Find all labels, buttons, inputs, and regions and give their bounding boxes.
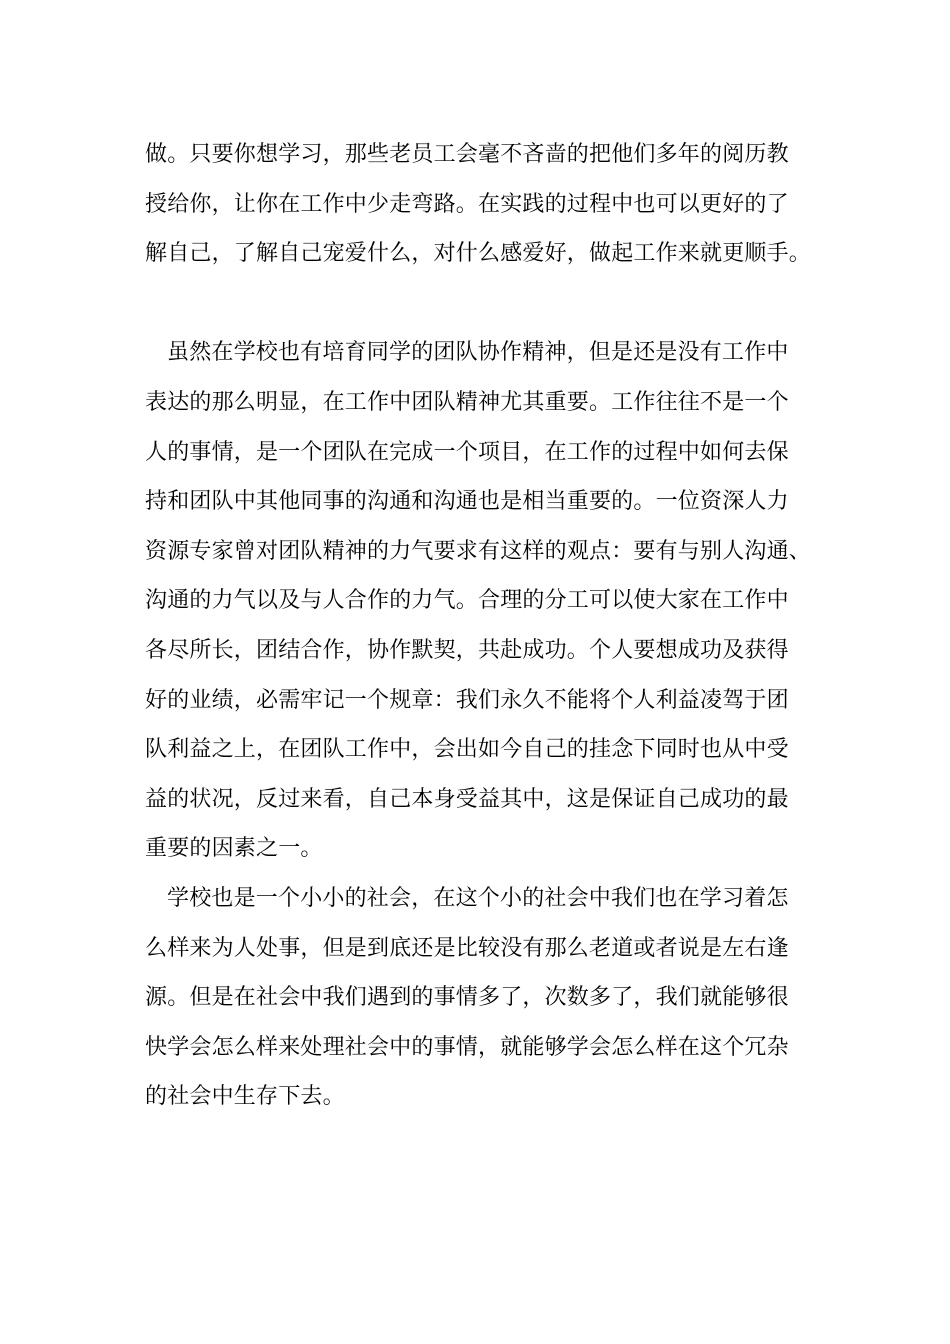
paragraph-1-line-1: 做。只要你想学习，那些老员工会毫不吝啬的把他们多年的阅历教 <box>145 142 789 167</box>
paragraph-2-line-9: 队利益之上，在团队工作中，会出如今自己的挂念下同时也从中受 <box>145 737 789 763</box>
paragraph-2-line-1: 虽然在学校也有培育同学的团队协作精神，但是还是没有工作中 <box>167 340 789 366</box>
paragraph-3-line-5: 的社会中生存下去。 <box>145 1084 345 1110</box>
paragraph-2-line-8: 好的业绩，必需牢记一个规章：我们永久不能将个人利益凌驾于团 <box>145 687 789 713</box>
paragraph-2-line-11: 重要的因素之一。 <box>145 836 323 862</box>
paragraph-3-line-1: 学校也是一个小小的社会，在这个小的社会中我们也在学习着怎 <box>167 885 789 911</box>
document-body <box>145 130 825 1122</box>
paragraph-1-line-2: 授给你，让你在工作中少走弯路。在实践的过程中也可以更好的了 <box>145 191 789 217</box>
paragraph-3-line-4: 快学会怎么样来处理社会中的事情，就能够学会怎么样在这个冗杂 <box>145 1034 789 1060</box>
paragraph-2-line-10: 益的状况，反过来看，自己本身受益其中，这是保证自己成功的最 <box>145 786 789 812</box>
paragraph-gap <box>145 279 825 329</box>
paragraph-2-line-5: 资源专家曾对团队精神的力气要求有这样的观点：要有与别人沟通、 <box>145 538 812 564</box>
paragraph-3-line-3: 源。但是在社会中我们遇到的事情多了，次数多了，我们就能够很 <box>145 985 789 1011</box>
paragraph-2-line-4: 持和团队中其他同事的沟通和沟通也是相当重要的。一位资深人力 <box>145 489 789 515</box>
paragraph-2-line-2: 表达的那么明显，在工作中团队精神尤其重要。工作往往不是一个 <box>145 389 789 415</box>
paragraph-2-line-7: 各尽所长，团结合作，协作默契，共赴成功。个人要想成功及获得 <box>145 637 789 663</box>
paragraph-3-line-2: 么样来为人处事，但是到底还是比较没有那么老道或者说是左右逢 <box>145 935 789 961</box>
paragraph-2-line-6: 沟通的力气以及与人合作的力气。合理的分工可以使大家在工作中 <box>145 588 789 614</box>
paragraph-1-line-3: 解自己，了解自己宠爱什么，对什么感爱好，做起工作来就更顺手。 <box>145 241 812 267</box>
paragraph-2-line-3: 人的事情，是一个团队在完成一个项目，在工作的过程中如何去保 <box>145 439 789 465</box>
